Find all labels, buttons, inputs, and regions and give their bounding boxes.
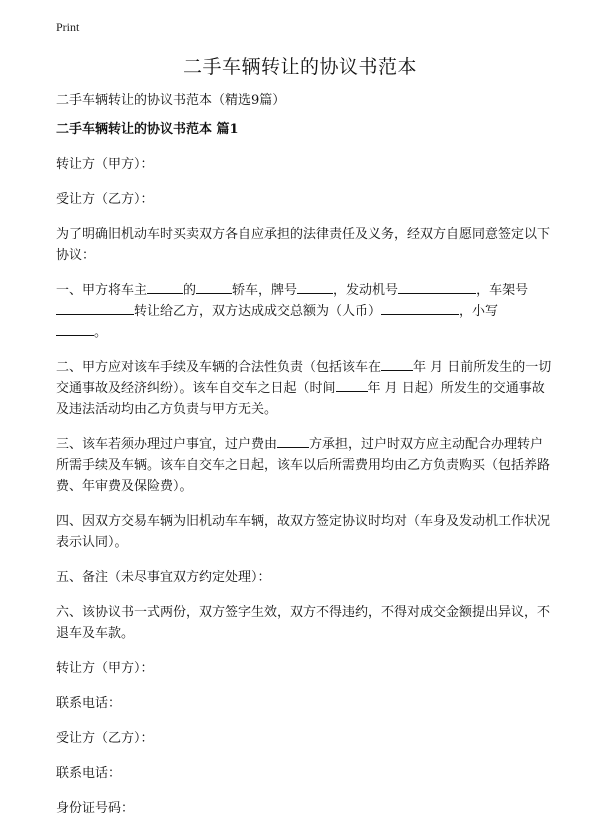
blank-date-before	[381, 357, 413, 371]
clause-1-text-c: 轿车，牌号	[232, 283, 298, 298]
clause-1-text-b: 的	[183, 283, 197, 298]
signature-transferor-phone: 联系电话：	[56, 696, 122, 711]
clause-1-text-d: ，发动机号	[333, 283, 399, 298]
transferee-line: 受让方（乙方）：	[56, 192, 154, 207]
blank-engine-number	[398, 280, 476, 294]
document-title: 二手车辆转让的协议书范本	[182, 56, 417, 78]
signature-id-number: 身份证号码：	[56, 801, 135, 816]
blank-amount-lowercase	[56, 322, 94, 336]
blank-plate	[297, 280, 333, 294]
blank-transfer-fee-party	[277, 434, 309, 448]
clause-3	[56, 434, 556, 497]
clause-2-text-b: 年 月 日前所发生的一切交通事故及经济纠纷）。该车自交车之日起（时间	[56, 360, 552, 396]
clause-1-text-e: ，车架号	[476, 283, 529, 298]
clause-6: 六、该协议书一式两份，双方签字生效，双方不得违约，不得对成交金额提出异议，不退车及车款。	[56, 605, 551, 641]
clause-1-text-h: 。	[94, 325, 108, 340]
print-label[interactable]: Print	[56, 20, 80, 34]
clause-1-text-a: 一、甲方将车主	[56, 283, 148, 298]
signature-transferor: 转让方（甲方）：	[56, 661, 154, 676]
blank-total-amount	[381, 301, 459, 315]
signature-transferee-phone: 联系电话：	[56, 766, 122, 781]
clause-3-text-b: 方承担，过户时双方应主动配合办理转户所需手续及车辆。该车自交车之日起，该车以后所需费用均由乙方负责购买（包括养路费、年审费及保险费）。	[56, 437, 551, 494]
clause-5: 五、备注（未尽事宜双方约定处理）：	[56, 570, 271, 585]
clause-2-text-c: 年 月 日起）所发生的交通事故及违法活动均由乙方负责与甲方无关。	[56, 381, 545, 417]
transferor-line: 转让方（甲方）：	[56, 157, 154, 172]
blank-owner	[147, 280, 183, 294]
clause-3-text-a: 三、该车若须办理过户事宜，过户费由	[56, 437, 278, 452]
clause-2	[56, 357, 556, 420]
document-subtitle: 二手车辆转让的协议书范本（精选9篇）	[56, 93, 286, 108]
blank-date-from	[336, 378, 368, 392]
intro-paragraph: 为了明确旧机动车时买卖双方各自应承担的法律责任及义务，经双方自愿同意签定以下协议：	[56, 227, 551, 263]
clause-1-text-g: ，小写	[459, 304, 499, 319]
blank-frame-number	[56, 301, 134, 315]
clause-1	[56, 280, 556, 343]
clause-1-text-f: 转让给乙方，双方达成成交总额为（人币）	[134, 304, 382, 319]
blank-car-model	[196, 280, 232, 294]
clause-4: 四、因双方交易车辆为旧机动车车辆，故双方签定协议时均对（车身及发动机工作状况表示认同）。	[56, 514, 551, 550]
clause-2-text-a: 二、甲方应对该车手续及车辆的合法性负责（包括该车在	[56, 360, 382, 375]
document-body	[56, 90, 556, 819]
signature-transferee: 受让方（乙方）：	[56, 731, 154, 746]
section-heading: 二手车辆转让的协议书范本 篇1	[56, 122, 239, 137]
